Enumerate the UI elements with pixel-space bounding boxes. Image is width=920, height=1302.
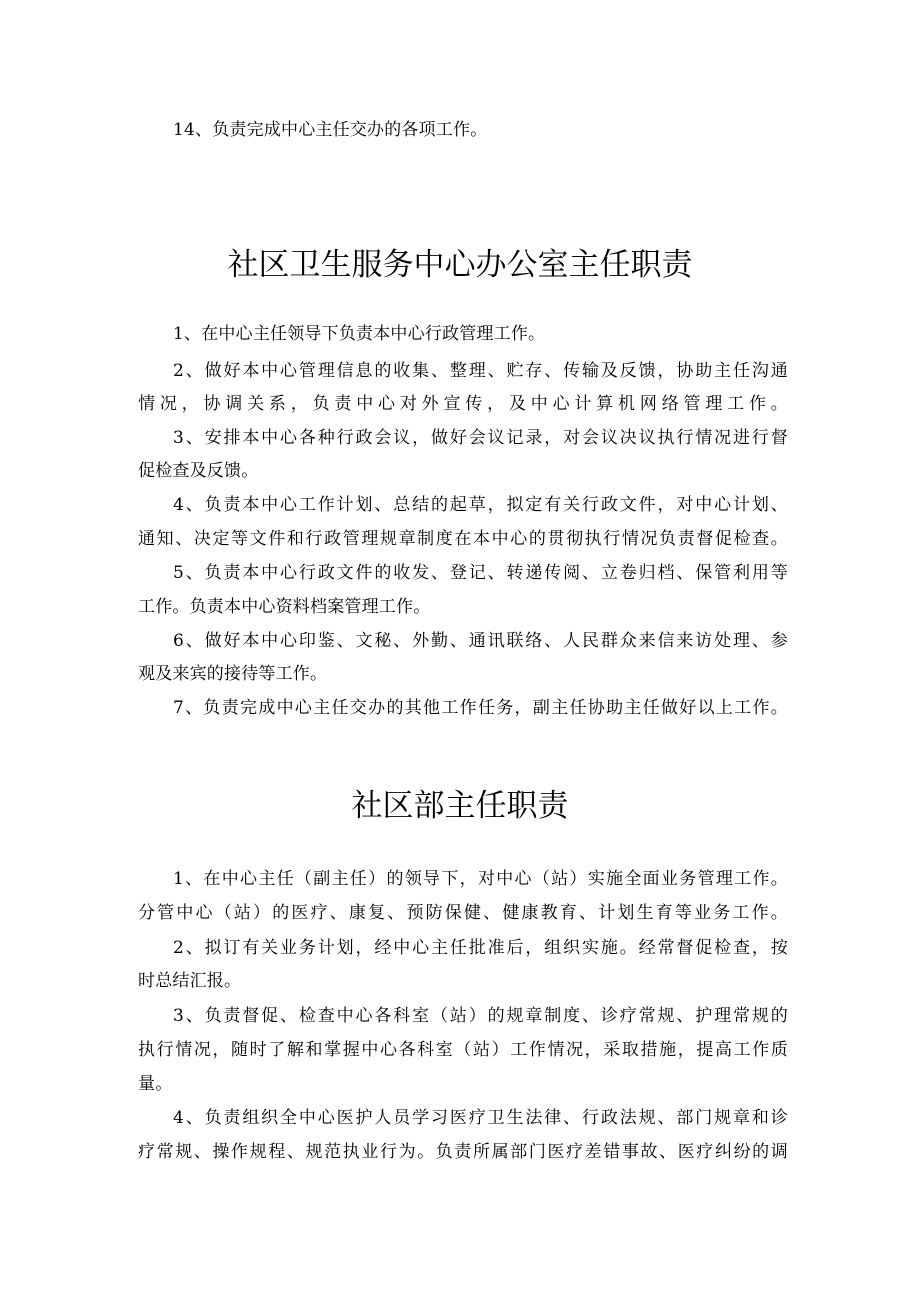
list-item: 2、拟订有关业务计划，经中心主任批准后，组织实施。经常督促检查，按 [173, 938, 788, 958]
list-item-continuation: 促检查及反馈。 [138, 461, 259, 481]
list-item-continuation: 时总结汇报。 [138, 971, 242, 991]
list-item-continuation: 观及来宾的接待等工作。 [138, 664, 328, 684]
list-item: 4、负责本中心工作计划、总结的起草，拟定有关行政文件，对中心计划、 [173, 495, 788, 515]
list-item: 4、负责组织全中心医护人员学习医疗卫生法律、行政法规、部门规章和诊 [173, 1108, 788, 1128]
list-item: 1、在中心主任领导下负责本中心行政管理工作。 [173, 324, 546, 344]
list-item-continuation: 疗常规、操作规程、规范执业行为。负责所属部门医疗差错事故、医疗纠纷的调 [138, 1142, 788, 1162]
list-item: 6、做好本中心印鉴、文秘、外勤、通讯联络、人民群众来信来访处理、参 [173, 631, 788, 651]
list-item: 5、负责本中心行政文件的收发、登记、转递传阅、立卷归档、保管利用等 [173, 563, 788, 583]
list-item-continuation: 分管中心（站）的医疗、康复、预防保健、健康教育、计划生育等业务工作。 [138, 903, 788, 923]
list-item-continuation: 量。 [138, 1074, 173, 1094]
section-title-community-director: 社区部主任职责 [351, 788, 569, 824]
list-item: 3、安排本中心各种行政会议，做好会议记录，对会议决议执行情况进行督 [173, 428, 788, 448]
list-item-continuation: 通知、决定等文件和行政管理规章制度在本中心的贯彻执行情况负责督促检查。 [138, 529, 788, 549]
list-item: 2、做好本中心管理信息的收集、整理、贮存、传输及反馈，协助主任沟通 [173, 361, 788, 381]
list-item: 7、负责完成中心主任交办的其他工作任务，副主任协助主任做好以上工作。 [173, 698, 788, 718]
list-item: 14、负责完成中心主任交办的各项工作。 [173, 120, 488, 140]
list-item-continuation: 执行情况，随时了解和掌握中心各科室（站）工作情况，采取措施，提高工作质 [138, 1040, 788, 1060]
list-item: 3、负责督促、检查中心各科室（站）的规章制度、诊疗常规、护理常规的 [173, 1006, 788, 1026]
list-item: 1、在中心主任（副主任）的领导下，对中心（站）实施全面业务管理工作。 [173, 869, 788, 889]
list-item-continuation: 情况，协调关系，负责中心对外宣传，及中心计算机网络管理工作。 [138, 394, 788, 414]
section-title-office-director: 社区卫生服务中心办公室主任职责 [227, 247, 693, 283]
list-item-continuation: 工作。负责本中心资料档案管理工作。 [138, 597, 431, 617]
